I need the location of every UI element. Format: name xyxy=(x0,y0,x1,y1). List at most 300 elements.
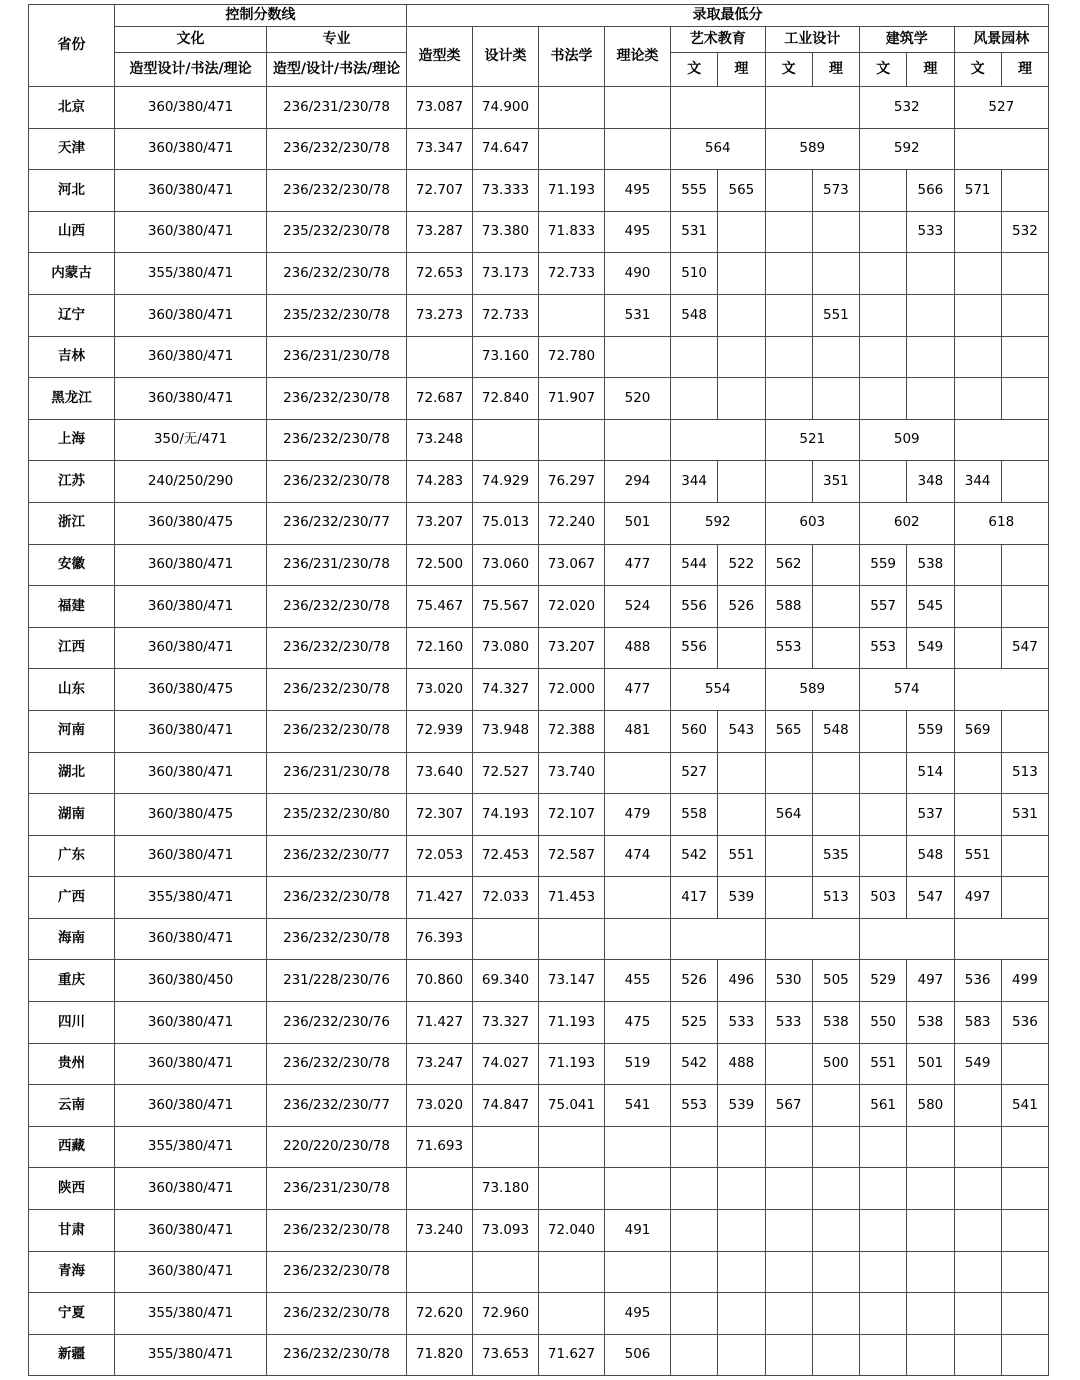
cell-architecture_li: 545 xyxy=(907,586,954,628)
cell-shufa: 72.780 xyxy=(539,336,605,378)
cell-architecture_li xyxy=(907,294,954,336)
cell-lilun: 474 xyxy=(605,835,671,877)
cell-sheji: 72.453 xyxy=(473,835,539,877)
cell-shufa xyxy=(539,1126,605,1168)
cell-province: 贵州 xyxy=(29,1043,115,1085)
cell-industrial_wen xyxy=(765,211,812,253)
cell-landscape_li xyxy=(1001,1043,1048,1085)
cell-landscape xyxy=(954,419,1049,461)
cell-province: 西藏 xyxy=(29,1126,115,1168)
cell-industrial_li xyxy=(812,627,859,669)
cell-major: 236/232/230/78 xyxy=(267,253,407,295)
admission-score-table xyxy=(28,4,1049,1376)
cell-landscape_wen xyxy=(954,378,1001,420)
cell-lilun: 501 xyxy=(605,502,671,544)
cell-sheji: 73.173 xyxy=(473,253,539,295)
header-province: 省份 xyxy=(29,5,115,87)
cell-major: 236/232/230/78 xyxy=(267,877,407,919)
cell-landscape_wen xyxy=(954,1334,1001,1376)
cell-art_edu_wen: 525 xyxy=(671,1002,718,1044)
cell-shufa: 71.627 xyxy=(539,1334,605,1376)
header-culture-detail: 造型设计/书法/理论 xyxy=(115,53,267,87)
cell-sheji: 73.160 xyxy=(473,336,539,378)
cell-art_edu_li: 526 xyxy=(718,586,765,628)
cell-art_edu_wen xyxy=(671,1251,718,1293)
cell-art_edu_li xyxy=(718,1210,765,1252)
cell-sheji: 73.333 xyxy=(473,170,539,212)
cell-industrial_li xyxy=(812,544,859,586)
cell-shufa: 73.740 xyxy=(539,752,605,794)
cell-industrial_wen xyxy=(765,877,812,919)
table-body xyxy=(29,87,1049,1376)
cell-landscape_wen: 571 xyxy=(954,170,1001,212)
cell-architecture_wen xyxy=(860,1126,907,1168)
cell-industrial_li xyxy=(812,586,859,628)
cell-shufa: 76.297 xyxy=(539,461,605,503)
cell-lilun: 495 xyxy=(605,170,671,212)
cell-landscape_wen: 497 xyxy=(954,877,1001,919)
cell-culture: 360/380/471 xyxy=(115,627,267,669)
cell-landscape_li xyxy=(1001,877,1048,919)
table-row xyxy=(29,710,1049,752)
cell-zaoxing: 73.087 xyxy=(407,87,473,129)
cell-art_edu_wen xyxy=(671,1334,718,1376)
cell-landscape_wen xyxy=(954,586,1001,628)
table-row xyxy=(29,378,1049,420)
cell-lilun: 506 xyxy=(605,1334,671,1376)
cell-major: 236/232/230/78 xyxy=(267,1043,407,1085)
table-row xyxy=(29,87,1049,129)
cell-shufa: 75.041 xyxy=(539,1085,605,1127)
cell-sheji xyxy=(473,1251,539,1293)
cell-sheji: 72.033 xyxy=(473,877,539,919)
table-row xyxy=(29,1168,1049,1210)
cell-shufa: 72.107 xyxy=(539,794,605,836)
cell-sheji: 74.327 xyxy=(473,669,539,711)
cell-lilun: 520 xyxy=(605,378,671,420)
cell-zaoxing: 75.467 xyxy=(407,586,473,628)
cell-landscape_wen xyxy=(954,294,1001,336)
cell-zaoxing: 76.393 xyxy=(407,918,473,960)
cell-lilun: 490 xyxy=(605,253,671,295)
cell-province: 海南 xyxy=(29,918,115,960)
cell-shufa: 72.240 xyxy=(539,502,605,544)
cell-major: 236/232/230/78 xyxy=(267,1334,407,1376)
cell-industrial_wen: 553 xyxy=(765,627,812,669)
cell-zaoxing: 72.053 xyxy=(407,835,473,877)
cell-art_edu_wen: 553 xyxy=(671,1085,718,1127)
cell-architecture_wen xyxy=(860,170,907,212)
cell-landscape_li xyxy=(1001,170,1048,212)
cell-culture: 360/380/471 xyxy=(115,87,267,129)
cell-province: 云南 xyxy=(29,1085,115,1127)
cell-landscape_wen xyxy=(954,336,1001,378)
cell-lilun: 477 xyxy=(605,669,671,711)
cell-shufa: 72.040 xyxy=(539,1210,605,1252)
header-col-sheji: 设计类 xyxy=(473,27,539,87)
cell-art_edu xyxy=(671,419,766,461)
table-header xyxy=(29,5,1049,87)
cell-industrial_li xyxy=(812,1085,859,1127)
cell-industrial_wen xyxy=(765,1293,812,1335)
header-major-detail: 造型/设计/书法/理论 xyxy=(267,53,407,87)
cell-industrial_wen xyxy=(765,1251,812,1293)
cell-architecture_wen: 551 xyxy=(860,1043,907,1085)
cell-major: 236/232/230/78 xyxy=(267,710,407,752)
cell-industrial_li xyxy=(812,1210,859,1252)
cell-landscape_wen xyxy=(954,1085,1001,1127)
cell-landscape_wen xyxy=(954,1126,1001,1168)
cell-province: 北京 xyxy=(29,87,115,129)
cell-art_edu_wen: 560 xyxy=(671,710,718,752)
cell-architecture_wen xyxy=(860,1168,907,1210)
cell-culture: 360/380/475 xyxy=(115,502,267,544)
header-major-landscape: 风景园林 xyxy=(954,27,1049,53)
cell-province: 浙江 xyxy=(29,502,115,544)
cell-architecture_wen xyxy=(860,461,907,503)
cell-landscape_li xyxy=(1001,1334,1048,1376)
cell-architecture_li xyxy=(907,253,954,295)
cell-industrial_li xyxy=(812,211,859,253)
cell-lilun: 488 xyxy=(605,627,671,669)
cell-lilun: 294 xyxy=(605,461,671,503)
cell-architecture_wen xyxy=(860,253,907,295)
cell-landscape_wen: 344 xyxy=(954,461,1001,503)
cell-culture: 360/380/450 xyxy=(115,960,267,1002)
cell-culture: 360/380/471 xyxy=(115,544,267,586)
cell-shufa: 71.193 xyxy=(539,170,605,212)
cell-culture: 355/380/471 xyxy=(115,1334,267,1376)
cell-landscape_li xyxy=(1001,294,1048,336)
cell-sheji: 73.653 xyxy=(473,1334,539,1376)
table-row xyxy=(29,294,1049,336)
cell-art_edu_wen: 542 xyxy=(671,835,718,877)
cell-industrial_wen xyxy=(765,461,812,503)
cell-architecture: 509 xyxy=(860,419,955,461)
table-row xyxy=(29,1334,1049,1376)
cell-culture: 360/380/471 xyxy=(115,336,267,378)
cell-culture: 360/380/471 xyxy=(115,170,267,212)
cell-shufa xyxy=(539,419,605,461)
cell-landscape xyxy=(954,128,1049,170)
cell-culture: 360/380/471 xyxy=(115,211,267,253)
cell-shufa: 71.907 xyxy=(539,378,605,420)
cell-province: 河南 xyxy=(29,710,115,752)
table-row xyxy=(29,586,1049,628)
cell-art_edu: 564 xyxy=(671,128,766,170)
cell-industrial_li: 535 xyxy=(812,835,859,877)
cell-province: 山西 xyxy=(29,211,115,253)
cell-shufa: 72.587 xyxy=(539,835,605,877)
cell-architecture_li xyxy=(907,1168,954,1210)
table-row xyxy=(29,627,1049,669)
cell-zaoxing: 72.620 xyxy=(407,1293,473,1335)
cell-architecture_li xyxy=(907,378,954,420)
cell-industrial_wen xyxy=(765,1210,812,1252)
cell-industrial_wen xyxy=(765,378,812,420)
cell-major: 236/232/230/77 xyxy=(267,1085,407,1127)
cell-province: 河北 xyxy=(29,170,115,212)
cell-province: 湖北 xyxy=(29,752,115,794)
cell-sheji: 74.647 xyxy=(473,128,539,170)
cell-major: 235/232/230/80 xyxy=(267,794,407,836)
header-industrial-li: 理 xyxy=(812,53,859,87)
cell-architecture_li: 547 xyxy=(907,877,954,919)
cell-landscape_li xyxy=(1001,1293,1048,1335)
cell-province: 山东 xyxy=(29,669,115,711)
cell-zaoxing: 71.693 xyxy=(407,1126,473,1168)
cell-landscape_wen xyxy=(954,1293,1001,1335)
cell-art_edu_li xyxy=(718,752,765,794)
cell-zaoxing: 73.020 xyxy=(407,1085,473,1127)
cell-art_edu_li xyxy=(718,294,765,336)
cell-architecture_li xyxy=(907,1126,954,1168)
cell-shufa: 73.067 xyxy=(539,544,605,586)
cell-province: 广西 xyxy=(29,877,115,919)
cell-province: 黑龙江 xyxy=(29,378,115,420)
cell-major: 236/232/230/78 xyxy=(267,128,407,170)
cell-sheji: 73.080 xyxy=(473,627,539,669)
cell-landscape_li: 536 xyxy=(1001,1002,1048,1044)
header-art-edu-wen: 文 xyxy=(671,53,718,87)
table-row xyxy=(29,794,1049,836)
cell-shufa xyxy=(539,918,605,960)
cell-industrial_li: 551 xyxy=(812,294,859,336)
cell-art_edu_li xyxy=(718,336,765,378)
cell-architecture_li xyxy=(907,1210,954,1252)
cell-architecture_wen: 553 xyxy=(860,627,907,669)
cell-sheji: 74.193 xyxy=(473,794,539,836)
cell-lilun: 541 xyxy=(605,1085,671,1127)
cell-art_edu_wen: 344 xyxy=(671,461,718,503)
cell-lilun: 491 xyxy=(605,1210,671,1252)
cell-architecture_wen: 550 xyxy=(860,1002,907,1044)
cell-landscape_wen xyxy=(954,544,1001,586)
cell-industrial_li: 505 xyxy=(812,960,859,1002)
cell-industrial_li: 573 xyxy=(812,170,859,212)
cell-industrial_wen xyxy=(765,1126,812,1168)
header-control-line-group: 控制分数线 xyxy=(115,5,407,27)
cell-zaoxing: 73.020 xyxy=(407,669,473,711)
cell-lilun: 479 xyxy=(605,794,671,836)
cell-province: 福建 xyxy=(29,586,115,628)
cell-architecture_li: 559 xyxy=(907,710,954,752)
cell-architecture_li: 537 xyxy=(907,794,954,836)
cell-landscape: 527 xyxy=(954,87,1049,129)
table-row xyxy=(29,752,1049,794)
cell-culture: 360/380/471 xyxy=(115,1043,267,1085)
header-major-industrial-design: 工业设计 xyxy=(765,27,860,53)
cell-art_edu: 592 xyxy=(671,502,766,544)
header-architecture-li: 理 xyxy=(907,53,954,87)
table-row xyxy=(29,1043,1049,1085)
cell-industrial: 589 xyxy=(765,669,860,711)
cell-culture: 360/380/471 xyxy=(115,1002,267,1044)
cell-zaoxing: 73.273 xyxy=(407,294,473,336)
cell-shufa xyxy=(539,128,605,170)
cell-industrial_wen xyxy=(765,336,812,378)
table-row xyxy=(29,253,1049,295)
header-industrial-wen: 文 xyxy=(765,53,812,87)
cell-province: 江苏 xyxy=(29,461,115,503)
cell-architecture_li xyxy=(907,1334,954,1376)
cell-architecture_wen xyxy=(860,294,907,336)
cell-landscape_wen: 536 xyxy=(954,960,1001,1002)
cell-industrial_wen xyxy=(765,1334,812,1376)
cell-art_edu_li xyxy=(718,627,765,669)
table-row xyxy=(29,1085,1049,1127)
cell-sheji: 74.027 xyxy=(473,1043,539,1085)
cell-architecture_wen xyxy=(860,1210,907,1252)
cell-art_edu_li: 533 xyxy=(718,1002,765,1044)
cell-landscape_li: 532 xyxy=(1001,211,1048,253)
cell-art_edu_wen: 510 xyxy=(671,253,718,295)
cell-art_edu_li xyxy=(718,253,765,295)
table-row xyxy=(29,835,1049,877)
cell-lilun xyxy=(605,1251,671,1293)
cell-shufa: 72.020 xyxy=(539,586,605,628)
table-row xyxy=(29,170,1049,212)
cell-sheji: 72.527 xyxy=(473,752,539,794)
cell-province: 甘肃 xyxy=(29,1210,115,1252)
cell-art_edu_li xyxy=(718,378,765,420)
cell-landscape xyxy=(954,669,1049,711)
cell-art_edu_wen: 531 xyxy=(671,211,718,253)
cell-art_edu_wen: 544 xyxy=(671,544,718,586)
cell-zaoxing: 72.687 xyxy=(407,378,473,420)
cell-lilun: 531 xyxy=(605,294,671,336)
cell-art_edu xyxy=(671,87,766,129)
cell-lilun xyxy=(605,87,671,129)
cell-sheji: 73.060 xyxy=(473,544,539,586)
cell-industrial: 603 xyxy=(765,502,860,544)
cell-major: 231/228/230/76 xyxy=(267,960,407,1002)
cell-industrial_wen: 588 xyxy=(765,586,812,628)
cell-landscape_li xyxy=(1001,253,1048,295)
cell-landscape_li xyxy=(1001,461,1048,503)
cell-shufa xyxy=(539,1168,605,1210)
cell-culture: 360/380/471 xyxy=(115,752,267,794)
cell-major: 236/232/230/77 xyxy=(267,835,407,877)
cell-art_edu_li: 488 xyxy=(718,1043,765,1085)
cell-zaoxing: 73.240 xyxy=(407,1210,473,1252)
cell-major: 236/232/230/78 xyxy=(267,586,407,628)
cell-industrial_wen: 564 xyxy=(765,794,812,836)
cell-landscape_wen xyxy=(954,627,1001,669)
cell-architecture_wen xyxy=(860,1334,907,1376)
cell-industrial_li: 548 xyxy=(812,710,859,752)
cell-art_edu_li: 496 xyxy=(718,960,765,1002)
cell-province: 吉林 xyxy=(29,336,115,378)
cell-landscape_li: 547 xyxy=(1001,627,1048,669)
header-min-admit-group: 录取最低分 xyxy=(407,5,1049,27)
header-landscape-li: 理 xyxy=(1001,53,1048,87)
table-row xyxy=(29,960,1049,1002)
cell-province: 重庆 xyxy=(29,960,115,1002)
cell-art_edu_wen xyxy=(671,1210,718,1252)
cell-culture: 360/380/471 xyxy=(115,1168,267,1210)
cell-zaoxing: 73.347 xyxy=(407,128,473,170)
cell-landscape_li: 541 xyxy=(1001,1085,1048,1127)
cell-zaoxing: 72.707 xyxy=(407,170,473,212)
cell-province: 陕西 xyxy=(29,1168,115,1210)
cell-zaoxing: 72.307 xyxy=(407,794,473,836)
cell-sheji: 72.960 xyxy=(473,1293,539,1335)
cell-landscape_wen: 551 xyxy=(954,835,1001,877)
header-col-zaoxing: 造型类 xyxy=(407,27,473,87)
cell-architecture_li: 533 xyxy=(907,211,954,253)
cell-landscape_wen: 569 xyxy=(954,710,1001,752)
cell-architecture_li: 514 xyxy=(907,752,954,794)
cell-lilun: 495 xyxy=(605,1293,671,1335)
cell-architecture_li: 497 xyxy=(907,960,954,1002)
cell-lilun: 475 xyxy=(605,1002,671,1044)
cell-province: 内蒙古 xyxy=(29,253,115,295)
cell-culture: 355/380/471 xyxy=(115,253,267,295)
cell-landscape_wen xyxy=(954,1168,1001,1210)
cell-architecture_wen: 561 xyxy=(860,1085,907,1127)
cell-major: 236/232/230/78 xyxy=(267,461,407,503)
cell-landscape_wen xyxy=(954,1210,1001,1252)
cell-architecture_wen: 529 xyxy=(860,960,907,1002)
cell-major: 236/232/230/76 xyxy=(267,1002,407,1044)
cell-architecture_wen: 503 xyxy=(860,877,907,919)
cell-art_edu_wen: 417 xyxy=(671,877,718,919)
cell-industrial_li xyxy=(812,378,859,420)
cell-industrial_wen xyxy=(765,1168,812,1210)
cell-industrial_li xyxy=(812,752,859,794)
cell-sheji xyxy=(473,1126,539,1168)
cell-architecture_wen xyxy=(860,835,907,877)
table-row xyxy=(29,461,1049,503)
cell-major: 236/232/230/78 xyxy=(267,170,407,212)
cell-sheji: 73.327 xyxy=(473,1002,539,1044)
cell-art_edu_wen: 542 xyxy=(671,1043,718,1085)
cell-culture: 360/380/475 xyxy=(115,794,267,836)
cell-art_edu_wen xyxy=(671,378,718,420)
cell-shufa: 71.453 xyxy=(539,877,605,919)
header-col-shufa: 书法学 xyxy=(539,27,605,87)
cell-architecture_li xyxy=(907,336,954,378)
cell-major: 236/232/230/78 xyxy=(267,378,407,420)
cell-industrial_li xyxy=(812,1168,859,1210)
table-row xyxy=(29,419,1049,461)
cell-major: 235/232/230/78 xyxy=(267,211,407,253)
cell-landscape_li xyxy=(1001,1251,1048,1293)
cell-landscape_wen xyxy=(954,253,1001,295)
cell-sheji xyxy=(473,419,539,461)
cell-culture: 360/380/475 xyxy=(115,669,267,711)
cell-landscape_wen: 583 xyxy=(954,1002,1001,1044)
cell-landscape_wen xyxy=(954,211,1001,253)
table-row xyxy=(29,336,1049,378)
cell-industrial_li xyxy=(812,1126,859,1168)
cell-industrial_li: 513 xyxy=(812,877,859,919)
cell-shufa xyxy=(539,1293,605,1335)
header-culture: 文化 xyxy=(115,27,267,53)
cell-shufa xyxy=(539,294,605,336)
cell-landscape xyxy=(954,918,1049,960)
cell-lilun xyxy=(605,752,671,794)
cell-culture: 360/380/471 xyxy=(115,128,267,170)
cell-zaoxing: 71.427 xyxy=(407,877,473,919)
cell-landscape_li xyxy=(1001,544,1048,586)
table-row xyxy=(29,544,1049,586)
cell-zaoxing xyxy=(407,1168,473,1210)
cell-zaoxing xyxy=(407,1251,473,1293)
cell-sheji: 73.093 xyxy=(473,1210,539,1252)
cell-shufa: 73.147 xyxy=(539,960,605,1002)
